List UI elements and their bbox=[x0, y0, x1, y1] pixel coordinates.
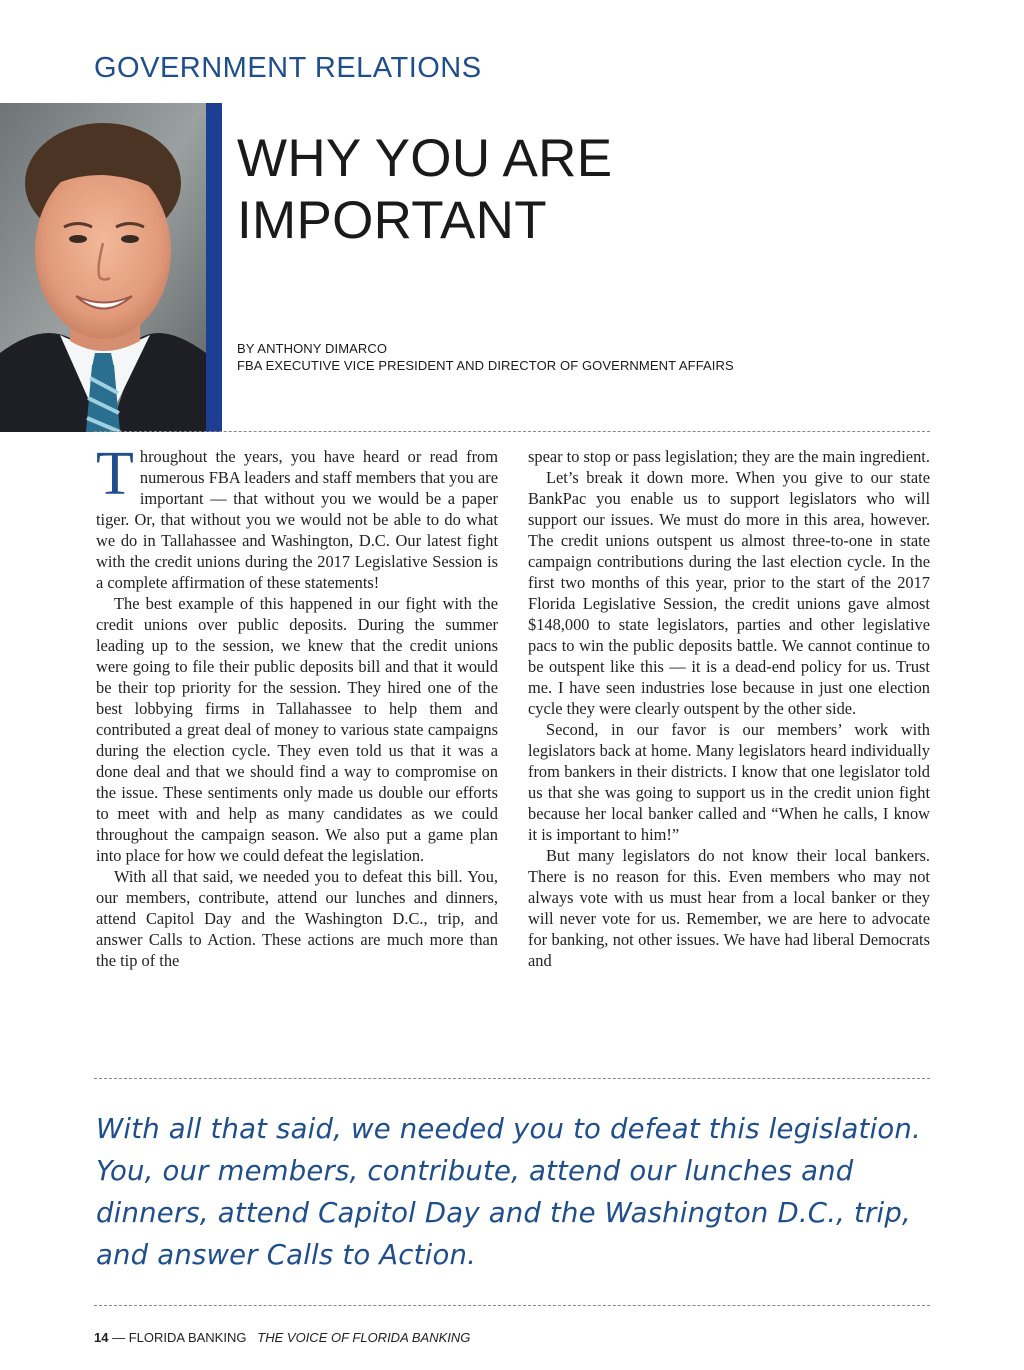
title-line-2: IMPORTANT bbox=[237, 191, 547, 250]
byline-role: FBA EXECUTIVE VICE PRESIDENT AND DIRECTOR OF GOVERNMENT AFFAIRS bbox=[237, 358, 734, 373]
title-line-1: WHY YOU ARE bbox=[237, 129, 613, 188]
divider-bottom bbox=[94, 1305, 930, 1306]
accent-bar bbox=[206, 103, 222, 432]
divider-middle bbox=[94, 1078, 930, 1079]
publication-name: FLORIDA BANKING bbox=[128, 1330, 247, 1345]
byline-author: BY ANTHONY DIMARCO bbox=[237, 341, 388, 356]
divider-top bbox=[94, 431, 930, 432]
author-portrait bbox=[0, 103, 206, 432]
article-column-right bbox=[528, 446, 930, 1062]
byline bbox=[237, 340, 937, 374]
article-title bbox=[237, 128, 937, 252]
footer-separator: — bbox=[108, 1330, 129, 1345]
page-number: 14 bbox=[94, 1330, 109, 1345]
paragraph-4: Let’s break it down more. When you give to our state BankPac you enable us to support legislators who will support our issues. We must do more in this area, however. The credit unions outspent us almost three-to-one in state campaign contributions during the last election cycle. In the first two months of this year, prior to the start of the 2017 Florida Legislative Session, the credit unions gave almost $148,000 to state legislators, parties and other legislative pacs to win the public deposits battle. We cannot continue to be outspent like this — it is a dead-end policy for us. Trust me. I have seen industries lose because in just one election cycle they were clearly outspent by the other side. bbox=[528, 468, 930, 718]
paragraph-1-text: hroughout the years, you have heard or read from numerous FBA leaders and staff members that you are important — that without you we would be a paper tiger. Or, that without you we would not be able to do what we do in Tallahassee and Washington, D.C. Our latest fight with the credit unions during the 2017 Legislative Session is a complete affirmation of these statements! bbox=[96, 447, 498, 592]
paragraph-6: But many legislators do not know their local bankers. There is no reason for this. Even members who may not always vote with us must hear from a local banker or they will never vote for us. Remember, we are here to advocate for banking, not other issues. We have had liberal Democrats and bbox=[528, 846, 930, 970]
paragraph-5: Second, in our favor is our members’ work with legislators back at home. Many legislators heard individually from bankers in their districts. I know that one legislator told us that she was going to support us in the credit union fight because her local banker called and “When he calls, I know it is important to him!” bbox=[528, 720, 930, 844]
paragraph-3-continued: spear to stop or pass legislation; they are the main ingredient. bbox=[528, 447, 930, 466]
portrait-photo-icon bbox=[0, 103, 206, 432]
publication-tagline: THE VOICE OF FLORIDA BANKING bbox=[257, 1330, 471, 1345]
section-label: GOVERNMENT RELATIONS bbox=[94, 52, 482, 84]
article-column-left bbox=[96, 446, 498, 1062]
pull-quote: With all that said, we needed you to defeat this legislation. You, our members, contribute, attend our lunches and dinners, attend Capitol Day and the Washington D.C., trip, and answer Calls to Action. bbox=[96, 1113, 921, 1271]
paragraph-2: The best example of this happened in our fight with the credit unions over public deposits. During the summer leading up to the session, we knew that the credit unions were going to file their public deposits bill and that it would be their top priority for the session. They hired one of the best lobbying firms in Tallahassee to help them and contributed a great deal of money to various state campaigns during the election cycle. They even told us that it was a done deal and that we should find a way to compromise on the issue. These sentiments only made us double our efforts to meet with and help as many candidates as we could throughout the campaign season. We also put a game plan into place for how we could defeat the legislation. bbox=[96, 594, 498, 865]
paragraph-3: With all that said, we needed you to defeat this bill. You, our members, contribute, attend our lunches and dinners, attend Capitol Day and the Washington D.C., trip, and answer Calls to Action. These actions are much more than the tip of the bbox=[96, 867, 498, 970]
drop-cap: T bbox=[96, 446, 134, 508]
page-footer bbox=[94, 1330, 470, 1345]
paragraph-1 bbox=[96, 446, 498, 593]
